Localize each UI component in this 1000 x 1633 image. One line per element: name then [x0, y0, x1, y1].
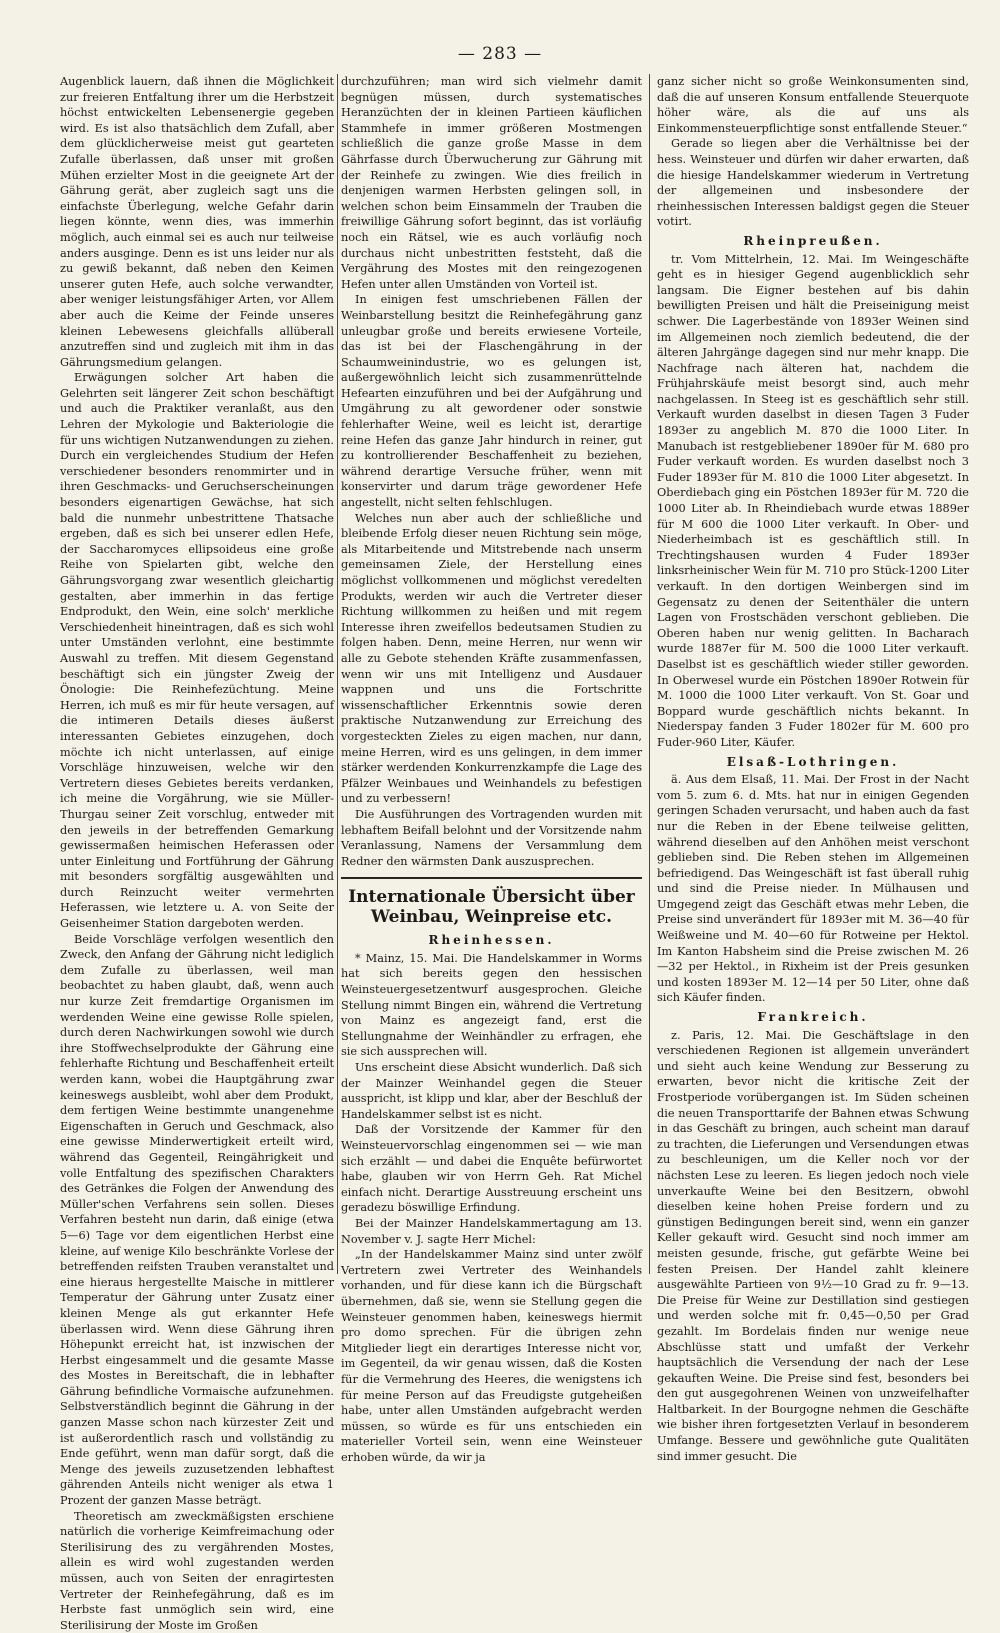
news-item: „In der Handelskammer Mainz sind unter zwölf Vertretern zwei Vertreter des Weinhandels vorhanden, und für diese kann ich die Bürgschaft übernehmen, daß sie, wenn sie Stellung gegen die Weinsteuer genommen haben, keineswegs hiermit pro domo sprechen. Für die übrigen zehn Mitglieder liegt ein derartiges Interesse nicht vor, im Gegenteil, da wir genau wissen, daß die Kosten für die Vermehrung des Heeres, die wenigstens ich für meine Person auf das Freudigste gutgeheißen habe, unter allen Umständen aufgebracht werden müssen, so würde es für uns entschieden ein materieller Vorteil sein, wenn eine Weinsteuer erhoben würde, da wir ja: [341, 1248, 642, 1464]
news-item: Uns erscheint diese Absicht wunderlich. Daß sich der Mainzer Weinhandel gegen die Steuer ausspricht, ist klipp und klar, aber der Beschluß der Handelskammer selbst ist es nicht.: [341, 1061, 642, 1121]
paragraph: Gerade so liegen aber die Verhältnisse bei der hess. Weinsteuer und dürfen wir daher erwarten, daß die hiesige Handelskammer wiederum in Vertretung der allgemeinen und insbesondere der rheinhessischen Interessen baldigst gegen die Steuer votirt.: [657, 137, 969, 229]
subsection-title-rheinpreussen: Rheinpreußen.: [743, 233, 883, 248]
news-item: * Mainz, 15. Mai. Die Handelskammer in Worms hat sich bereits gegen den hessischen Weinsteuergesetzentwurf ausgesprochen. Gleiche Stellung nimmt Bingen ein, während die Vertretung von Mainz es angezeigt fand, erst die Stellungnahme der Weinhändler zu erfragen, ehe sie sich aussprechen will.: [341, 951, 642, 1059]
paragraph: Theoretisch am zweckmäßigsten erschiene natürlich die vorherige Keimfreimachung oder Sterilisirung des zu vergährenden Mostes, allein es wird wohl zugestanden werden müssen, auch von Seiten der enragirtesten Vertreter der Reinhefegährung, daß es im Herbste fast unmöglich sein wird, eine Sterilisirung der Moste im Großen: [60, 1509, 334, 1632]
paragraph: In einigen fest umschriebenen Fällen der Weinbarstellung besitzt die Reinhefegährung ganz unleugbar große und bereits erwiesene Vorteile, das ist bei der Flaschengährung in der Schaumweinindustrie, wo es gelungen ist, außergewöhnlich leicht sich zusammenrüttelnde Hefearten einzuführen und bei der Aufgährung und Umgährung zu alt gewordener oder sonstwie fehlerhafter Weine, weil es leicht ist, derartige reine Hefen das ganze Jahr hindurch in reiner, gut zu kontrollierender Beschaffenheit zu beziehen, während derartige Versuche früher, wenn mit konservirter und darum träge gewordener Hefe angestellt, nicht selten fehlschlugen.: [341, 293, 642, 510]
paragraph: Die Ausführungen des Vortragenden wurden mit lebhaftem Beifall belohnt und der Vorsitzende nahm Veranlassung, Namens der Versammlung dem Redner den wärmsten Dank auszusprechen.: [341, 807, 642, 868]
page-number: — 283 —: [457, 44, 543, 64]
paragraph: ganz sicher nicht so große Weinkonsumenten sind, daß die auf unseren Konsum entfallende Steuerquote höher wäre, als die auf uns als Einkommensteuerpflichtige sonst entfallende Steuer.“: [657, 75, 969, 135]
subsection-title-frankreich: Frankreich.: [757, 1010, 869, 1025]
column-1: [60, 74, 334, 1632]
news-item: z. Paris, 12. Mai. Die Geschäftslage in den verschiedenen Regionen ist allgemein unverändert und sieht auch keine Wendung zur Besserung zu erwarten, bevor nicht die kritische Zeit der Frostperiode vorübergangen ist. Im Süden scheinen die neuen Transporttarife der Bahnen etwas Schwung in das Geschäft zu bringen, auch scheint man darauf zu trachten, die Lieferungen und Versendungen etwas zu beschleunigen, um die Keller noch vor der nächsten Lese zu leeren. Es liegen jedoch noch viele unverkaufte Weine bei den Besitzern, obwohl dieselben keine hohen Preise fordern und zu günstigen Bedingungen bereit sind, wenn ein ganzer Keller gekauft wird. Gesucht sind noch immer am meisten gesunde, frische, gut gefärbte Weine bei festen Preisen. Der Handel zahlt kleinere ausgewählte Partieen von 9½—10 Grad zu fr. 9—13. Die Preise für Weine zur Destillation sind gestiegen und werden solche mit fr. 0,45—0,50 per Grad gezahlt. Im Bordelais finden nur wenige neue Abschlüsse statt und umfaßt der Verkehr hauptsächlich die Versendung der nach der Lese gekauften Weine. Die Preise sind fest, besonders bei den gut ausgegohrenen Weinen von unzweifelhafter Haltbarkeit. In der Bourgogne nehmen die Geschäfte wie bisher ihren fortgesetzten Verlauf in besonderem Umfange. Bessere und gewöhnliche gute Qualitäten sind immer gesucht. Die: [657, 1028, 969, 1463]
column-3: [657, 74, 969, 1463]
paragraph: Erwägungen solcher Art haben die Gelehrten seit längerer Zeit schon beschäftigt und auch die Praktiker veranlaßt, aus den Lehren der Mykologie und Bakteriologie die für uns wichtigen Nutzanwendungen zu ziehen. Durch ein vergleichendes Studium der Hefen verschiedener besonders renommirter und in ihren Geschmacks- und Geruchserscheinungen besonders eigenartigen Gewächse, hat sich bald die nunmehr unbestrittene Thatsache ergeben, daß es sich bei unserer edlen Hefe, der Saccharomyces ellipsoideus eine große Reihe von Spielarten gibt, welche den Gährungsvorgang zwar wesentlich gleichartig gestalten, aber immerhin in das fertige Endprodukt, den Wein, eine solch' merkliche Verschiedenheit hineintragen, daß es sich wohl unter Umständen verlohnt, eine bestimmte Auswahl zu treffen. Mit diesem Gegenstand beschäftigt sich ein jüngster Zweig der Önologie: Die Reinhefezüchtung. Meine Herren, ich muß es mir für heute versagen, auf die intimeren Details dieses äußerst interessanten Gebietes einzugehen, doch möchte ich nicht unterlassen, auf einige Vorschläge hinzuweisen, welche wir den Vertretern dieses Gebietes bereits verdanken, ich meine die Vorgährung, wie sie Müller-Thurgau seiner Zeit vorschlug, entweder mit den jeweils in der betreffenden Gemarkung gewissermaßen heimischen Heferassen oder unter Einleitung und Fortführung der Gährung mit besonders sorgfältig ausgewählten und durch Reinzucht weiter vermehrten Heferassen, wie letztere u. A. von Seite der Geisenheimer Station dargeboten werden.: [60, 371, 334, 931]
column-2: [341, 74, 642, 1464]
paragraph: Beide Vorschläge verfolgen wesentlich den Zweck, den Anfang der Gährung nicht lediglich dem Zufalle zu überlassen, weil man beobachtet zu haben glaubt, daß, wenn auch nur kurze Zeit fremdartige Organismen im werdenden Weine eine gewisse Rolle spielen, durch deren Nachwirkungen sowohl wie durch ihre Stoffwechselprodukte der Gährung eine fehlerhafte Richtung und Beschaffenheit erteilt werden kann, wobei die Hauptgährung zwar keineswegs ausbleibt, wohl aber dem Produkt, dem fertigen Weine bestimmte unangenehme Eigenschaften in Geruch und Geschmack, also eine gewisse Minderwertigkeit erteilt wird, während das Gegenteil, Reingährigkeit und volle Entfaltung des spezifischen Charakters des Getränkes die Folgen der Anwendung des Müller'schen Verfahrens sein sollen. Dieses Verfahren besteht nun darin, daß einige (etwa 5—6) Tage vor dem eigentlichen Herbst eine kleine, auf wenige Kilo beschränkte Vorlese der betreffenden reifsten Trauben veranstaltet und eine hieraus hergestellte Maische in mittlerer Temperatur der Gährung unter Zusatz einer kleinen Menge als gut erkannter Hefe überlassen wird. Wenn diese Gährung ihren Höhepunkt erreicht hat, ist inzwischen der Herbst eingesammelt und die gesamte Masse des Mostes in Bereitschaft, die in lebhafter Gährung befindliche Vormaische aufzunehmen. Selbstverständlich beginnt die Gährung in der ganzen Masse schon nach kürzester Zeit und ist außerordentlich rasch und vollständig zu Ende geführt, wenn man dafür sorgt, daß die Menge des jeweils zuzusetzenden lebhaftest gährenden Anteils nicht weniger als etwa 1 Prozent der ganzen Masse beträgt.: [60, 932, 334, 1508]
section-title-weinbau: Internationale Übersicht über Weinbau, Weinpreise etc.: [341, 877, 642, 927]
news-item: ä. Aus dem Elsaß, 11. Mai. Der Frost in der Nacht vom 5. zum 6. d. Mts. hat nur in einigen Gegenden geringen Schaden verursacht, und haben auch da fast nur die Reben in der Ebene teilweise gelitten, während dieselben auf den Anhöhen meist verschont geblieben sind. Die Reben stehen im Allgemeinen befriedigend. Das Weingeschäft ist fast überall ruhig und sind die Preise nieder. In Mülhausen und Umgegend zeigt das Geschäft etwas mehr Leben, die Preise sind unverändert für 1893er mit M. 36—40 für Weißweine und M. 40—60 für Rotweine per Hektol. Im Kanton Habsheim sind die Preise zwischen M. 26—32 per Hektol., in Rixheim ist der Preis gesunken und kosten 1893er M. 12—14 per 50 Liter, ohne daß sich Käufer finden.: [657, 773, 969, 1005]
subsection-title-elsass: Elsaß-Lothringen.: [726, 754, 900, 769]
paragraph: Augenblick lauern, daß ihnen die Möglichkeit zur freieren Entfaltung ihrer um die Herbstzeit höchst entwickelten Lebensenergie gegeben wird. Es ist also thatsächlich dem Zufall, aber dem glücklicherweise meist gut gearteten Zufalle überlassen, daß unser mit großen Mühen erzielter Most in die geeignete Art der Gährung gerät, aber zugleich sagt uns die einfachste Überlegung, welche Gefahr darin liegen könnte, wenn dies, was immerhin möglich, auch einmal sei es auch nur teilweise anders ausginge. Denn es ist uns leider nur als zu gewiß bekannt, daß neben den Keimen unserer guten Hefe, auch solche verwandter, aber weniger leistungsfähiger Arten, vor Allem aber auch die Keime der Feinde unseres kleinen Lebewesens gleichfalls allüberall anzutreffen sind und zugleich mit ihm in das Gährungsmedium gelangen.: [60, 75, 334, 369]
paragraph: Welches nun aber auch der schließliche und bleibende Erfolg dieser neuen Richtung sein möge, als Mitarbeitende und Mitstrebende nach unserm gemeinsamen Ziele, der Herstellung eines möglichst vollkommenen und möglichst veredelten Produkts, werden wir auch die Vertreter dieser Richtung willkommen zu heißen und mit regem Interesse ihren zweifellos bedeutsamen Studien zu folgen haben. Denn, meine Herren, nur wenn wir alle zu Gebote stehenden Kräfte zusammenfassen, wenn wir uns mit Intelligenz und Ausdauer wappnen und uns die Fortschritte wissenschaftlicher Erkenntnis sowie deren praktische Nutzanwendung zur Erreichung des vorgesteckten Zieles zu eigen machen, nur dann, meine Herren, wird es uns gelingen, in dem immer stärker werdenden Konkurrenzkampfe die Lage des Pfälzer Weinbaues und Weinhandels zu befestigen und zu verbessern!: [341, 511, 642, 806]
column-rule-2: [649, 74, 650, 1274]
subsection-title-rheinhessen: Rheinhessen.: [428, 933, 555, 948]
news-item: Bei der Mainzer Handelskammertagung am 13. November v. J. sagte Herr Michel:: [341, 1216, 642, 1246]
news-item: Daß der Vorsitzende der Kammer für den Weinsteuervorschlag eingenommen sei — wie man sich erzählt — und dabei die Enquête befürwortet habe, glauben wir von Herrn Geh. Rat Michel einfach nicht. Derartige Ausstreuung erscheint uns geradezu böswillige Erfindung.: [341, 1123, 642, 1215]
news-item: tr. Vom Mittelrhein, 12. Mai. Im Weingeschäfte geht es in hiesiger Gegend augenblicklich sehr langsam. Die Eigner bestehen auf bis dahin bewilligten Preisen und hält die Preiseinigung meist schwer. Die Lagerbestände von 1893er Weinen sind im Allgemeinen noch ziemlich bedeutend, die der älteren Jahrgänge dagegen sind nur mehr knapp. Die Nachfrage nach älteren hat, nachdem die Frühjahrskäufe meist besorgt sind, auch mehr nachgelassen. In Steeg ist es geschäftlich sehr still. Verkauft wurden daselbst in diesen Tagen 3 Fuder 1893er zu angeblich M. 870 die 1000 Liter. In Manubach ist restgebliebener 1890er für M. 680 pro Fuder verkauft worden. Es wurden daselbst noch 3 Fuder 1893er für M. 810 die 1000 Liter abgesetzt. In Oberdiebach ging ein Pöstchen 1893er für M. 720 die 1000 Liter ab. In Rheindiebach wurde etwas 1889er für M 600 die 1000 Liter verkauft. In Ober- und Niederheimbach ist es geschäftlich still. In Trechtingshausen wurden 4 Fuder 1893er linksrheinischer Wein für M. 710 pro Stück-1200 Liter verkauft. In den dortigen Weinbergen sind im Gegensatz zu denen der Seitenthäler die untern Lagen von Frostschäden verschont geblieben. Die Oberen haben nur wenig gelitten. In Bacharach wurde 1887er für M. 500 die 1000 Liter verkauft. Daselbst ist es geschäftlich wieder stiller geworden. In Oberwesel wurde ein Pöstchen 1890er Rotwein für M. 1000 die 1000 Liter verkauft. Von St. Goar und Boppard wurde geschäftlich nichts bekannt. In Niederspay fanden 3 Fuder 1802er für M. 600 pro Fuder-960 Liter, Käufer.: [657, 252, 969, 749]
paragraph: durchzuführen; man wird sich vielmehr damit begnügen müssen, durch systematisches Heranzüchten der in kleinen Partieen käuflichen Stammhefe in immer größeren Mostmengen schließlich die ganze große Masse in dem Gährfasse durch Überwucherung zur Gährung mit der Reinhefe zu zwingen. Wie dies freilich in denjenigen warmen Herbsten gelingen soll, in welchen schon beim Einsammeln der Trauben die freiwillige Gährung sofort beginnt, das ist vorläufig noch ein Rätsel, wie es auch vorläufig noch durchaus nicht unbestritten feststeht, daß die Vergährung des Mostes mit den reingezogenen Hefen unter allen Umständen von Vorteil ist.: [341, 75, 642, 291]
column-rule-1: [337, 74, 338, 1274]
